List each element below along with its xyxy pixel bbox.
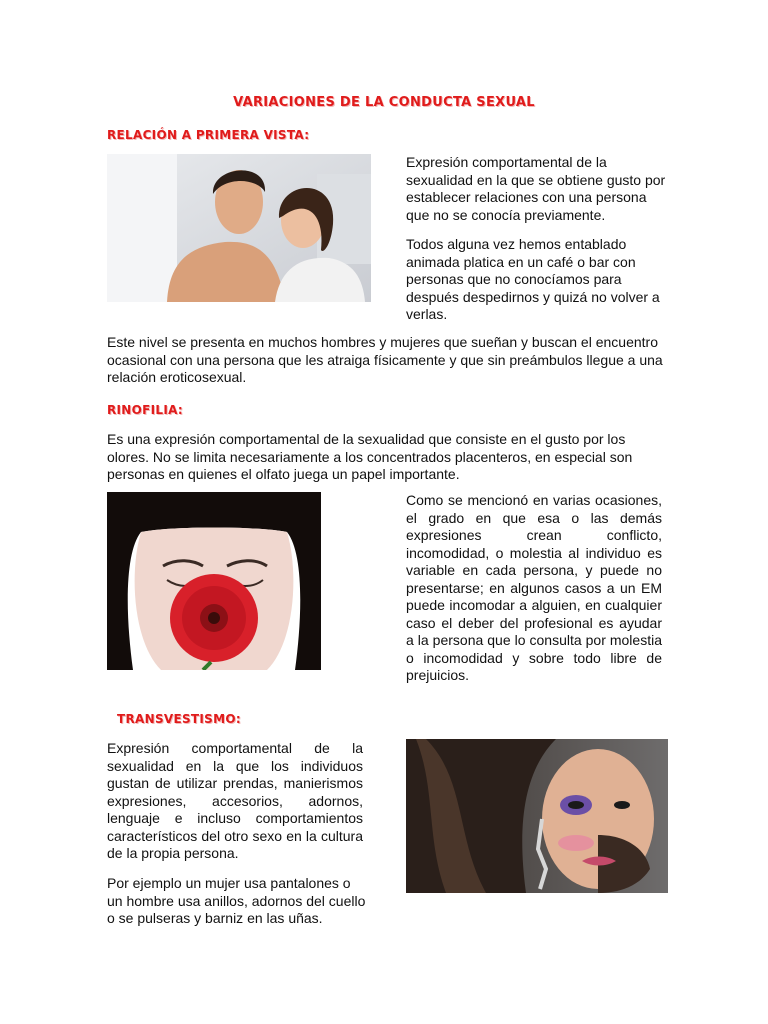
section-paragraph: Expresión comportamental de la sexualidad en la que se obtiene gusto por establecer relaciones con una persona que no se conocía previamente. bbox=[406, 154, 666, 223]
section-paragraph: Este nivel se presenta en muchos hombres y mujeres que sueñan y buscan el encuentro ocasional con una persona que les atraiga físicamente y que sin preámbulos llegue a una relación eroticosexual. bbox=[107, 334, 663, 385]
section-paragraph: Expresión comportamental de la sexualidad en la que los individuos gustan de utilizar prendas, manierismos expresiones, accesorios, adornos, lenguaje e incluso comportamientos característicos del otro sexo en la cultura de la propia persona. bbox=[107, 740, 363, 861]
section-heading-transvestismo: TRANSVESTISMO: bbox=[117, 712, 241, 726]
section-paragraph: Como se mencionó en varias ocasiones, el grado en que esa o las demás expresiones crean conflicto, incomodidad, o molestia al individuo es variable en cada persona, y puede no presentarse; en algunos casos a un EM puede incomodar a alguien, en cualquier caso el deber del profesional es ayudar a la persona que lo consulta por molestia o incomodidad y sobre todo libre de prejuicios. bbox=[406, 492, 662, 683]
half-makeup-face-photo bbox=[406, 739, 668, 893]
section-heading-rinofilia: RINOFILIA: bbox=[107, 403, 184, 417]
section-heading-relacion: RELACIÓN A PRIMERA VISTA: bbox=[107, 128, 310, 142]
page-title: VARIACIONES DE LA CONDUCTA SEXUAL bbox=[233, 95, 535, 110]
couple-photo bbox=[107, 154, 371, 302]
section-paragraph: Todos alguna vez hemos entablado animada platica en un café o bar con personas que no conocíamos para después despedirnos y quizá no volver a verlas. bbox=[406, 236, 660, 322]
section-paragraph: Es una expresión comportamental de la sexualidad que consiste en el gusto por los olores. No se limita necesariamente a los concentrados placenteros, en especial son personas en quienes el olfato juega un papel importante. bbox=[107, 431, 633, 482]
section-paragraph: Por ejemplo un mujer usa pantalones o un hombre usa anillos, adornos del cuello o se pulseras y barniz en las uñas. bbox=[107, 875, 366, 926]
woman-smelling-flower-photo bbox=[107, 492, 321, 670]
